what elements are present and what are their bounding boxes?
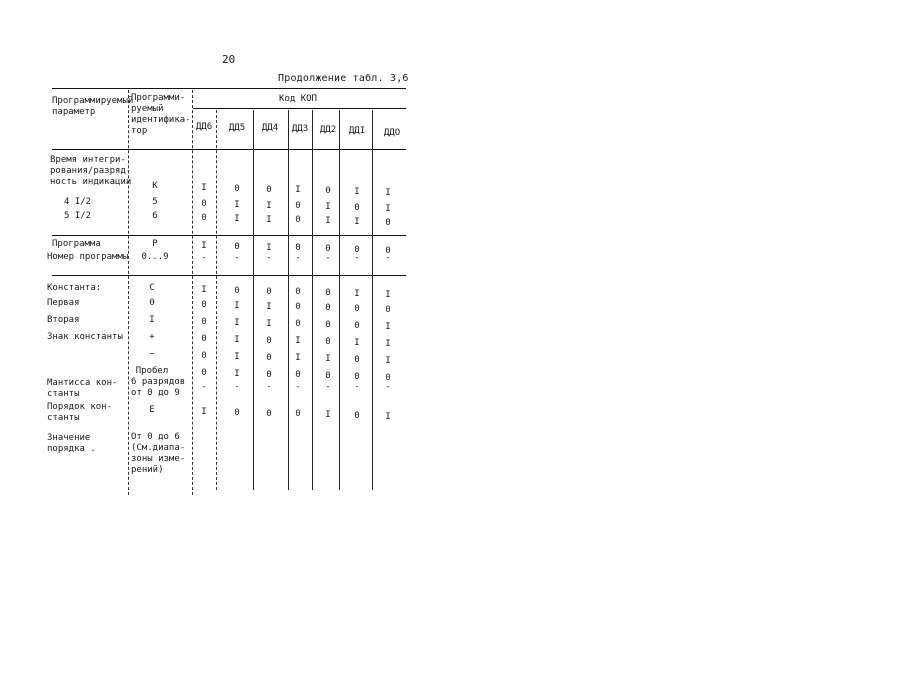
column-divider-param (128, 90, 129, 495)
code-bit-dd6: I (201, 241, 207, 251)
section3-row-label: Значение порядка . (47, 433, 96, 454)
code-bit-dd0: 0 (385, 245, 391, 256)
code-bit-dd5: 0 (234, 241, 240, 252)
code-bit-dd4: - (266, 382, 272, 392)
code-bit-dd4: I (266, 301, 272, 312)
code-bit-dd0: I (385, 411, 391, 422)
code-bit-dd0: 0 (385, 217, 391, 228)
code-bit-dd6: 0 (201, 199, 207, 209)
section1-row-label: 5 I/2 (64, 211, 92, 221)
code-bit-dd2: I (325, 410, 331, 421)
section1-bottom-rule (52, 235, 406, 236)
section3-row-identifier: – (149, 349, 155, 359)
code-bit-dd5: I (234, 300, 240, 311)
code-bit-dd2: I (325, 216, 331, 227)
code-bit-dd6: 0 (201, 213, 207, 223)
code-bit-dd6: - (201, 382, 207, 392)
table-continuation-caption: Продолжение табл. 3,6 (278, 73, 409, 84)
table-top-rule (52, 88, 406, 89)
code-bit-dd0: - (385, 253, 391, 263)
code-bit-dd0: I (385, 355, 391, 366)
code-bit-dd4: 0 (266, 408, 272, 419)
header-code-dd3: ДД3 (291, 124, 309, 134)
code-bit-dd5: 0 (234, 183, 240, 194)
code-bit-dd4: I (266, 242, 272, 253)
code-bit-dd4: I (266, 200, 272, 211)
code-bit-dd5: I (234, 213, 240, 224)
code-bit-dd4: 0 (266, 369, 272, 380)
code-bit-dd0: I (385, 289, 391, 300)
code-bit-dd3: 0 (295, 243, 301, 254)
section3-row-identifier: С (149, 283, 155, 293)
code-bit-dd1: 0 (354, 245, 360, 255)
code-bit-dd3: 0 (295, 409, 301, 420)
code-bit-dd3: 0 (295, 201, 301, 212)
column-divider-dd5 (253, 110, 254, 490)
code-bit-dd3: 0 (295, 215, 301, 226)
section1-row-identifier: 5 (152, 197, 158, 207)
code-bit-dd1: I (354, 289, 360, 299)
code-bit-dd5: I (234, 368, 240, 379)
code-bit-dd1: I (354, 338, 360, 348)
section3-row-identifier: 0 (149, 298, 155, 308)
code-bit-dd2: 0 (325, 288, 331, 299)
code-bit-dd3: I (295, 185, 301, 196)
code-bit-dd2: I (325, 354, 331, 365)
code-bit-dd2: - (325, 253, 331, 263)
code-bit-dd6: - (201, 253, 207, 263)
code-bit-dd3: - (295, 382, 301, 392)
code-bit-dd3: 0 (295, 370, 301, 381)
header-code-dd4: ДД4 (261, 123, 279, 133)
code-bit-dd4: - (266, 253, 272, 263)
section3-row-label: Вторая (47, 315, 80, 325)
code-bit-dd4: 0 (266, 352, 272, 363)
code-bit-dd5: I (234, 351, 240, 362)
column-divider-dd4 (288, 110, 289, 490)
code-bit-dd3: 0 (295, 287, 301, 298)
code-group-rule (193, 108, 406, 109)
header-code-dd5: ДД5 (228, 123, 246, 133)
code-bit-dd6: 0 (201, 351, 207, 361)
code-bit-dd5: I (234, 199, 240, 210)
section3-row-label: Знак константы (47, 332, 123, 342)
code-bit-dd4: 0 (266, 286, 272, 297)
section2-bottom-rule (52, 275, 406, 276)
section1-row-identifier: 6 (152, 211, 158, 221)
section3-row-identifier: Е (149, 405, 155, 415)
code-bit-dd1: I (354, 217, 360, 227)
section1-row-identifier: К (152, 181, 158, 191)
code-bit-dd2: - (325, 382, 331, 392)
code-bit-dd6: I (201, 183, 207, 193)
section1-parameter: Время интегри- рования/разряд- ность индикации (50, 155, 132, 187)
page-number: 20 (222, 53, 236, 66)
code-bit-dd0: I (385, 338, 391, 349)
code-bit-dd3: 0 (295, 302, 301, 313)
section3-row-identifier: От 0 до 6 (См.диапа- зоны изме- рений) (131, 432, 186, 475)
column-divider-identifier (192, 90, 193, 495)
header-code-dd0: ДДО (383, 128, 401, 138)
column-divider-dd3 (312, 110, 313, 490)
code-bit-dd1: - (354, 382, 360, 392)
code-bit-dd4: 0 (266, 335, 272, 346)
header-code-dd6: ДД6 (195, 122, 213, 132)
code-bit-dd0: I (385, 321, 391, 332)
code-bit-dd6: 0 (201, 300, 207, 310)
section3-row-identifier: I (149, 315, 155, 325)
code-bit-dd5: 0 (234, 407, 240, 418)
section3-row-identifier: 6 разрядов от 0 до 9 (131, 377, 186, 398)
code-bit-dd3: I (295, 336, 301, 347)
code-bit-dd2: 0 (325, 320, 331, 331)
code-bit-dd1: 0 (354, 411, 360, 421)
column-divider-dd6 (216, 110, 217, 490)
column-divider-dd1 (372, 110, 373, 490)
code-bit-dd2: 0 (325, 186, 331, 197)
header-code-dd2: ДД2 (319, 125, 337, 135)
code-bit-dd5: I (234, 334, 240, 345)
code-bit-dd5: I (234, 317, 240, 328)
section2-row-identifier: 0...9 (141, 252, 169, 262)
code-bit-dd5: - (234, 382, 240, 392)
code-bit-dd5: - (234, 253, 240, 263)
header-code-group: Код КОП (279, 94, 317, 104)
section2-row-label: Программа (52, 239, 101, 249)
section3-row-identifier: Пробел (135, 366, 169, 376)
code-bit-dd2: I (325, 202, 331, 213)
section3-row-label: Первая (47, 298, 80, 308)
header-identifier: Программи- руемый идентифика- тор (131, 93, 191, 136)
code-bit-dd0: - (385, 382, 391, 392)
header-parameter: Программируемый параметр (52, 96, 134, 117)
section1-row-label: 4 I/2 (64, 197, 92, 207)
code-bit-dd1: 0 (354, 355, 360, 365)
code-bit-dd4: 0 (266, 184, 272, 195)
code-bit-dd6: I (201, 407, 207, 417)
code-bit-dd4: I (266, 318, 272, 329)
code-bit-dd3: 0 (295, 319, 301, 330)
code-bit-dd2: 0 (325, 337, 331, 348)
column-divider-dd2 (339, 110, 340, 490)
header-bottom-rule (52, 149, 406, 150)
code-bit-dd2: 0 (325, 303, 331, 314)
section3-row-label: Константа: (47, 283, 102, 293)
code-bit-dd6: 0 (201, 317, 207, 327)
section3-row-identifier: + (149, 332, 155, 342)
code-bit-dd0: 0 (385, 304, 391, 315)
code-bit-dd0: I (385, 203, 391, 214)
code-bit-dd1: 0 (354, 321, 360, 331)
code-bit-dd1: - (354, 253, 360, 263)
code-bit-dd0: 0 (385, 372, 391, 383)
section3-row-label: Порядок кон- станты (47, 402, 113, 423)
code-bit-dd2: 0 (325, 371, 331, 382)
code-bit-dd1: 0 (354, 203, 360, 213)
code-bit-dd4: I (266, 214, 272, 225)
code-bit-dd1: 0 (354, 304, 360, 314)
code-bit-dd3: - (295, 253, 301, 263)
code-bit-dd3: I (295, 353, 301, 364)
code-bit-dd5: 0 (234, 285, 240, 296)
code-bit-dd6: 0 (201, 334, 207, 344)
code-bit-dd1: 0 (354, 372, 360, 382)
section3-row-label: Мантисса кон- станты (47, 378, 118, 399)
code-bit-dd0: I (385, 187, 391, 198)
code-bit-dd2: 0 (325, 244, 331, 255)
code-bit-dd6: I (201, 285, 207, 295)
code-bit-dd1: I (354, 187, 360, 197)
header-code-dd1: ДДI (348, 126, 366, 136)
code-bit-dd6: 0 (201, 368, 207, 378)
section2-row-identifier: Р (152, 239, 158, 249)
section2-row-label: Номер программы (47, 252, 129, 262)
